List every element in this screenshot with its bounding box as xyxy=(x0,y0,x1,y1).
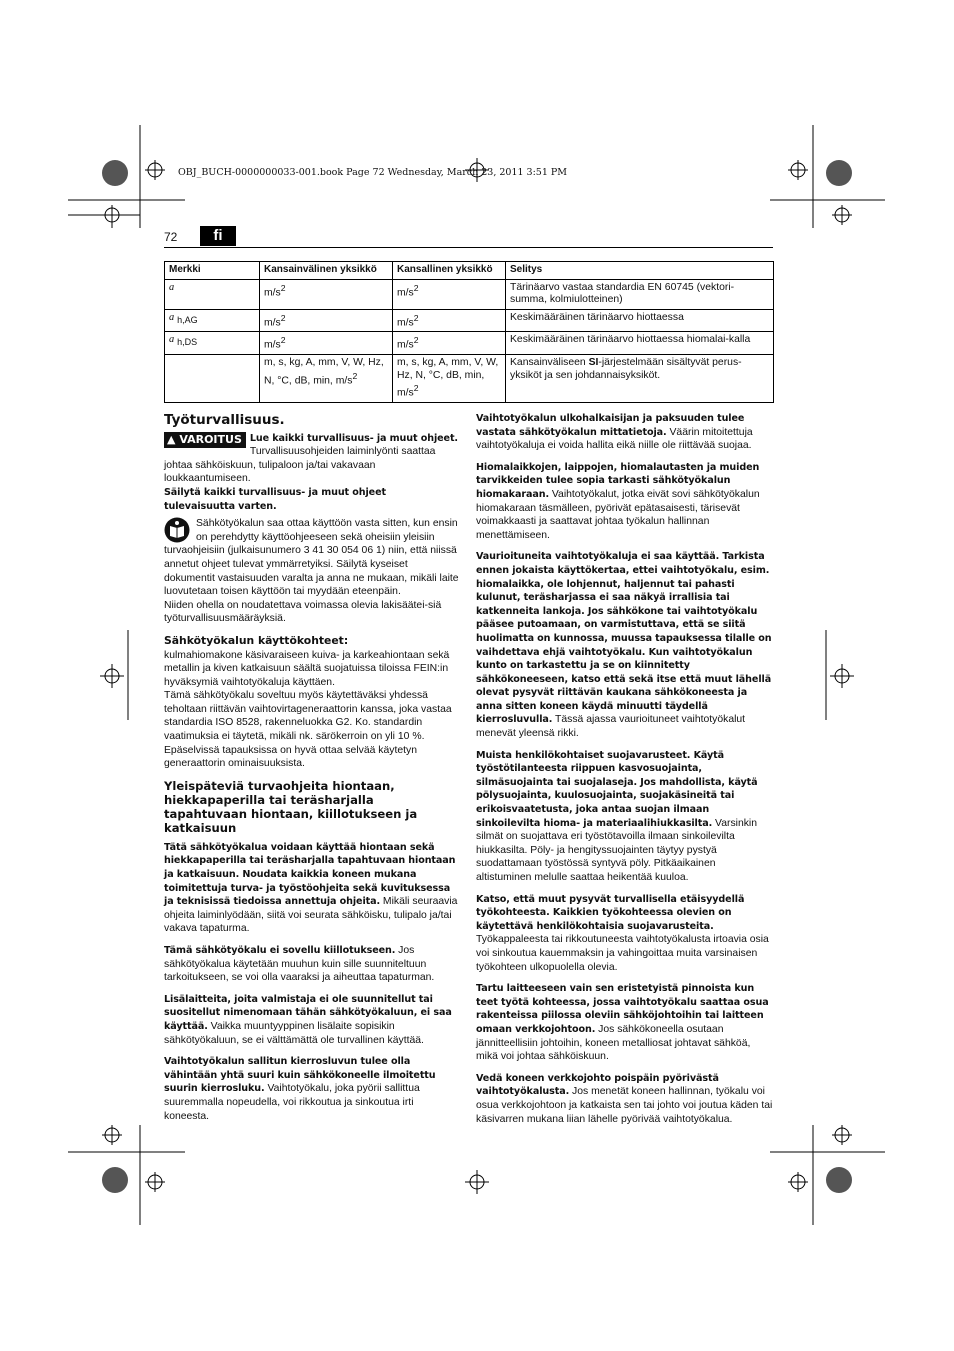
description-cell: Keskimääräinen tärinäarvo hiottaessa xyxy=(506,309,774,332)
general-heading: Yleispäteviä turvaohjeita hiontaan, hiekkapaperilla tai teräsharjalla tapahtuvaan hiontaan, kiillotukseen ja katkaisuun xyxy=(164,778,418,835)
table-row xyxy=(165,279,774,309)
keep-instructions: Säilytä kaikki turvallisuus- ja muut ohjeet tulevaisuutta varten. xyxy=(164,486,386,512)
units-table xyxy=(164,261,774,403)
national-unit-cell: m, s, kg, A, mm, V, W, Hz, N, °C, dB, min, $m/s^2$ xyxy=(393,355,506,403)
description-cell: Kansainväliseen SI-järjestelmään sisältyvät perus-yksiköt ja sen johdannaisyksiköt. xyxy=(506,355,774,403)
symbol-cell: a $_{h,AG}$ xyxy=(165,309,260,332)
safety-paragraph: Lisälaitteita, joita valmistaja ei ole suunnitellut tai suositellut nimenomaan tähän sähkötyökaluun, ei saa käyttää. Vaikka muuntyyppinen lisälaite sopisikin sähkötyökaluun, se ei välttämättä ole turvallinen käyttää. xyxy=(164,993,452,1046)
page-number: 72 xyxy=(164,230,178,244)
symbol-cell: a $_{h,DS}$ xyxy=(165,332,260,355)
book-file-line: OBJ_BUCH-0000000033-001.book Page 72 Wednesday, March 23, 2011 3:51 PM xyxy=(178,167,568,178)
symbol-cell: a xyxy=(165,279,260,309)
safety-paragraph: Vaurioituneita vaihtotyökaluja ei saa käyttää. Tarkista ennen jokaista käyttökertaa, ettei vaihtotyökalu, esim. hiomalaikka, ole lohjennut, haljennut tai pahasti kulunut, teräsharjassa ei saa näkyä irrallisia tai katkenneita lankoja. Jos sähkökone tai vaihtotyökalu pääsee putoamaan, on varmistuttava, että se siitä huolimatta on kunnossa, muussa tapauksessa tilalle on vaihdettava ehjä vaihtotyökalu. Kun vaihtotyökalun kunto on tarkastettu ja se on kiinnitetty sähkökoneeseen, katso että sekä itse että muut lähellä olevat pysyvät riittävän kaukana sähkökoneesta ja anna sitten koneen käydä minuutti täydellä kierrosluvulla. Tässä ajassa vaurioituneet vaihtotyökalut menevät yleensä rikki. xyxy=(476,551,772,740)
table-header: Kansallinen yksikkö xyxy=(393,262,506,280)
safety-paragraph: Katso, että muut pysyvät turvallisella etäisyydellä työkohteesta. Kaikkien työkohteessa olevien on käytettävä henkilökohtaisia suojavarusteita. Työkappaleesta tai rikkoutuneesta vaihtotyökalusta irtoavia osia voi sinkoutua kauemmaksin ja vahingoittaa muita varsinaisen työkohteen ulkopuolella olevia. xyxy=(476,893,769,973)
warning-triangle-icon: ▲ xyxy=(167,432,176,446)
table-row xyxy=(165,309,774,332)
safety-paragraph: Tätä sähkötyökalua voidaan käyttää hiontaan sekä hiekkapaperilla tai teräsharjalla tapahtuvaan hiontaan ja katkaisuun. Noudata kaikkia koneen mukana toimitettuja turva- ja työstöohjeita sekä kuvituksessa ja teknisissä tiedoissa annettuja ohjeita. Mikäli seuraavia ohjeita laiminlyödään, siitä voi seurata sähköisku, tulipalo ja/tai vakava tapaturma. xyxy=(164,841,458,935)
manual-paragraph: Sähkötyökalun saa ottaa käyttöön vasta sitten, kun ensin on perehdytty käyttöohjeeseen sekä oheisiin yleisiin turvaohjeisiin (julkaisunumero 3 41 30 054 06 1) niin, että niissä annetut ohjeet tulevat ymmärretyiksi. Säilytä kyseiset dokumentit vastaisuuden varalta ja anna ne mukaan, mikäli laite luovutetaan toisen käyttöön tai myydään eteenpäin. xyxy=(164,518,459,598)
symbol-cell xyxy=(165,355,260,403)
safety-paragraph: Tämä sähkötyökalu ei sovellu kiillotukseen. Jos sähkötyökalua käytetään muuhun kuin sille suunniteltuun tarkoitukseen, se voi olla vaaraksi ja aiheuttaa tapaturman. xyxy=(164,945,435,984)
table-row xyxy=(165,332,774,355)
section-title: Työturvallisuus. xyxy=(164,412,285,428)
national-unit-cell: $m/s^2$ xyxy=(393,309,506,332)
use-paragraph-1: kulmahiomakone käsivaraiseen kuiva- ja karkeahiontaan sekä metallin ja kiven katkaisuun säältä suojatuissa tiloissa FEIN:in hyväksymiä vaihtotyökaluja käyttäen. xyxy=(164,649,450,688)
safety-paragraph: Vedä koneen verkkojohto poispäin pyörivästä vaihtotyökalusta. Jos menetät koneen hallinnan, työkalu voi osua verkkojohtoon ja katkaista sen tai johto voi joutua käden tai käsivarren mukana liian lähelle pyörivää vaihtotyökalua. xyxy=(476,1072,773,1125)
table-header-row xyxy=(165,262,774,280)
read-manual-icon xyxy=(164,517,190,543)
safety-paragraph: Hiomalaikkojen, laippojen, hiomalautasten ja muiden tarvikkeiden tulee sopia tarkasti sähkötyökalun hiomakaraan. Vaihtotyökalut, jotka eivät sovi sähkötyökalun hiomakaraan täsmälleen, pyörivät epätasaisesti, tärisevät voimakkaasti ja saattavat johtaa työkalun hallinnan menettämiseen. xyxy=(476,461,760,541)
warning-badge: ▲ VAROITUS xyxy=(164,432,246,448)
intl-unit-cell: $m/s^2$ xyxy=(260,279,393,309)
warning-paragraph: ▲ VAROITUS Lue kaikki turvallisuus- ja muut ohjeet. Turvallisuusohjeiden laiminlyönti saattaa johtaa sähköiskuun, tulipaloon ja/tai vakavaan loukkaantumiseen. xyxy=(164,432,458,485)
use-heading: Sähkötyökalun käyttökohteet: xyxy=(164,633,349,647)
language-badge: fi xyxy=(200,226,236,246)
safety-paragraph: Vaihtotyökalun sallitun kierrosluvun tulee olla vähintään yhtä suuri kuin sähkökoneelle ilmoitettu suurin kierrosluku. Vaihtotyökalu, joka pyörii sallittua suuremmalla nopeudella, voi rikkoutua ja sinkoutua irti koneesta. xyxy=(164,1056,436,1122)
header-rule xyxy=(164,247,773,248)
table-header: Selitys xyxy=(506,262,774,280)
table-header: Kansainvälinen yksikkö xyxy=(260,262,393,280)
intl-unit-cell: $m/s^2$ xyxy=(260,309,393,332)
description-cell: Tärinäarvo vastaa standardia EN 60745 (vektori-summa, kolmiulotteinen) xyxy=(506,279,774,309)
table-row xyxy=(165,355,774,403)
laws-paragraph: Niiden ohella on noudatettava voimassa olevia lakisäätei-siä työturvallisuusmääräyksiä. xyxy=(164,599,442,625)
safety-paragraph: Muista henkilökohtaiset suojavarusteet. Käytä työstötilanteesta riippuen kasvosuojainta, silmäsuojainta tai suojalaseja. Jos mahdollista, käytä pölysuojainta, kuulosuojainta, suojakäsineitä tai erikoisvaatetusta, joka antaa suojan ilmaan sinkoilevilta hioma- ja materiaalihiukkasilta. Varsinkin silmät on suojattava eri työstötavoilla ilmaan sinkoilevilta hiukkasilta. Pöly- ja hengityssuojainten täytyy pystyä suodattamaan työstössä syntyvä pöly. Pitkäaikainen altistuminen melulle saattaa heikentää kuuloa. xyxy=(476,749,758,883)
use-paragraph-2: Tämä sähkötyökalu soveltuu myös käytettäväksi yhdessä teholtaan riittävän vaihtovirtageneraattorin kanssa, joka vastaa standardia ISO 8528, rakenneluokka G2. Ko. standardin vaatimuksia ei täytetä, mikäli nk. särökerroin on yli 10 %. Epäselvissä tapauksissa on hyvä ottaa selvää käytetyn generaattorin ominaisuuksista. xyxy=(164,690,452,770)
intl-unit-cell: $m/s^2$ xyxy=(260,332,393,355)
right-column xyxy=(476,412,773,1134)
intl-unit-cell: m, s, kg, A, mm, V, W, Hz, N, °C, dB, min, $m/s^2$ xyxy=(260,355,393,403)
national-unit-cell: $m/s^2$ xyxy=(393,332,506,355)
safety-paragraph: Tartu laitteeseen vain sen eristetyistä pinnoista kun teet työtä kohteessa, jossa vaihtotyökalu saattaa osua rakenteissa piilossa oleviin sähköjohtoihin tai laitteen omaan verkkojohtoon. Jos sähkökoneella osutaan jännitteellisiin johtoihin, koneen metalliosat johtavat sähköä, mikä voi johtaa sähköiskuun. xyxy=(476,983,769,1063)
left-column xyxy=(164,414,460,1131)
national-unit-cell: $m/s^2$ xyxy=(393,279,506,309)
description-cell: Keskimääräinen tärinäarvo hiottaessa hiomalai-kalla xyxy=(506,332,774,355)
safety-paragraph: Vaihtotyökalun ulkohalkaisijan ja paksuuden tulee vastata sähkötyökalun mittatietoja. Väärin mitoitettuja vaihtotyökaluja ei voida hallita eikä niille ole riittävää suojaa. xyxy=(476,413,753,452)
table-header: Merkki xyxy=(165,262,260,280)
